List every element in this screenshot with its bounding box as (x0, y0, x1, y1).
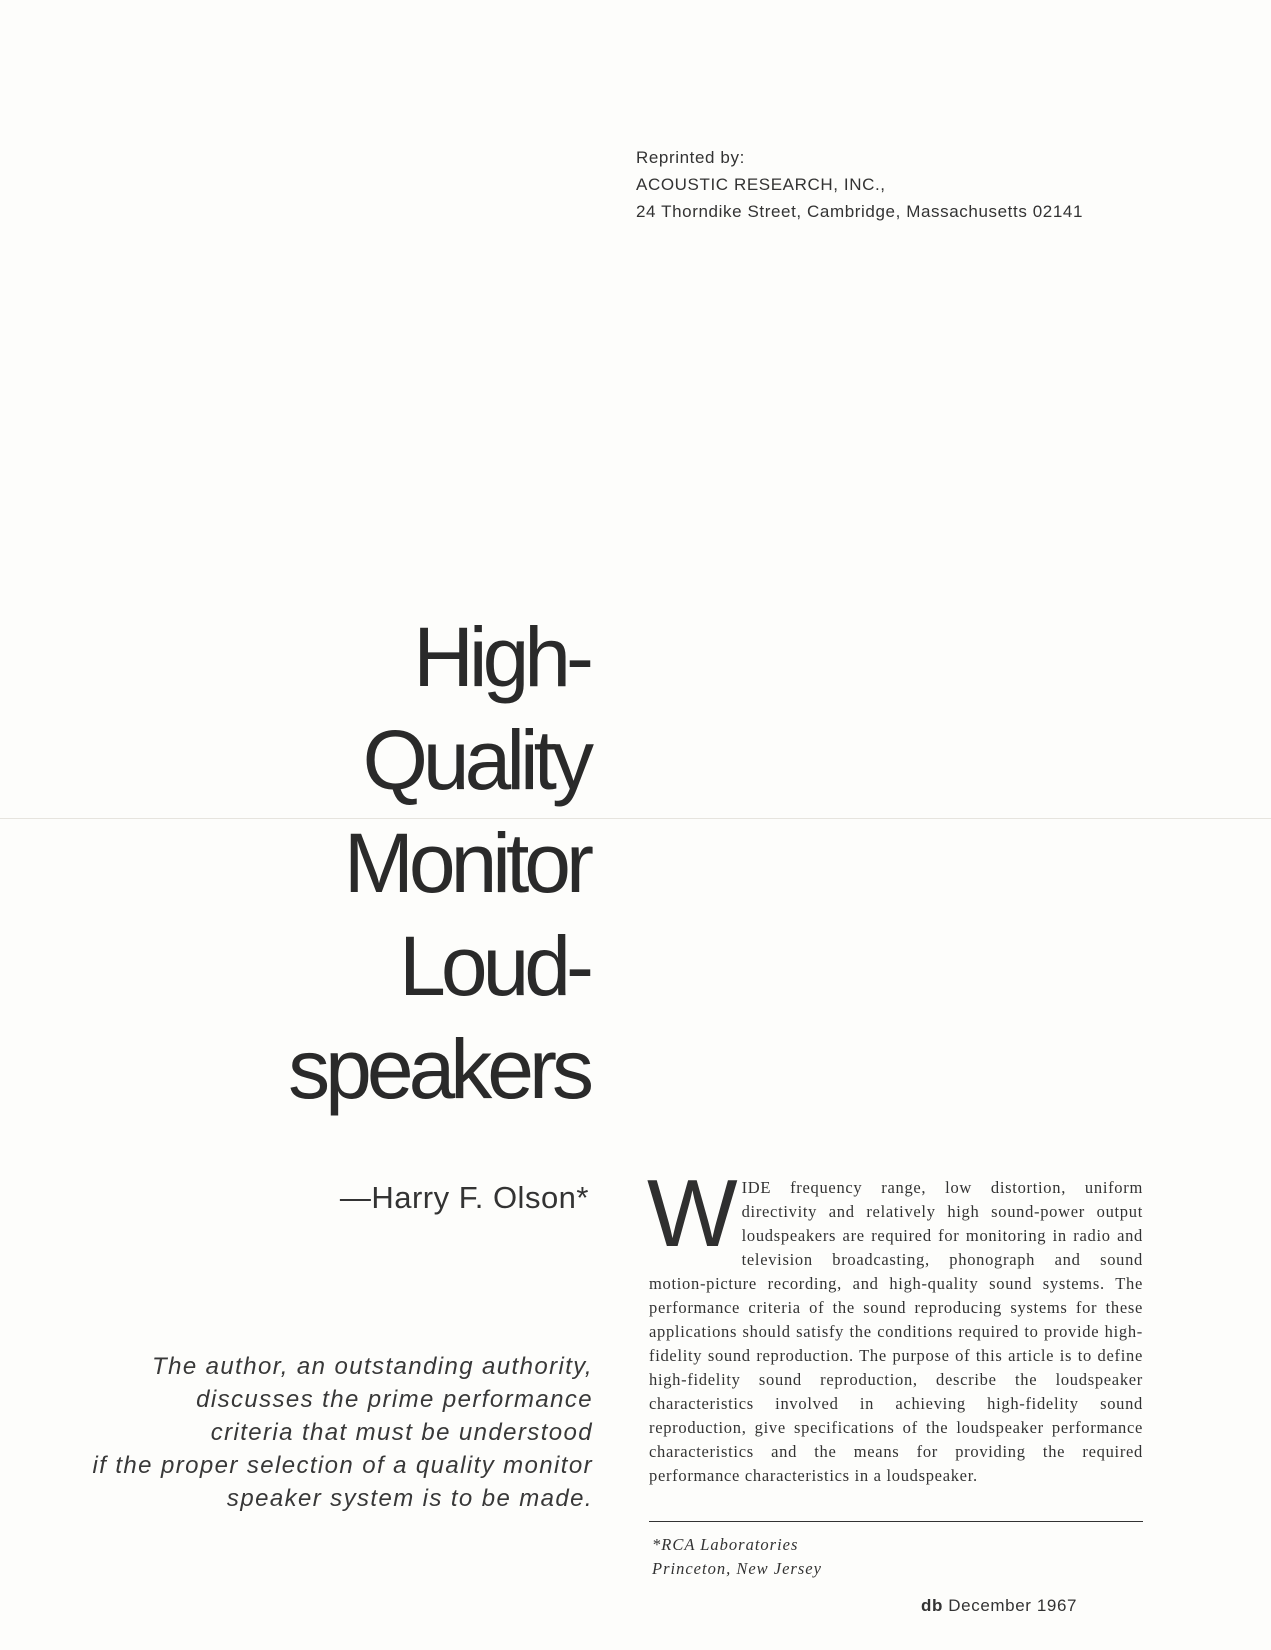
footnote-rule (649, 1521, 1143, 1522)
title-line: Monitor (343, 816, 589, 910)
reprint-notice (636, 144, 1083, 225)
paper-fold-line (0, 818, 1271, 819)
title-line: High- (413, 610, 589, 704)
deck-line: criteria that must be understood (210, 1419, 593, 1446)
deck-line: The author, an outstanding authority, (152, 1353, 593, 1380)
deck-line: speaker system is to be made. (226, 1485, 593, 1512)
deck-line: discusses the prime performance (196, 1386, 593, 1413)
affiliation-organization: *RCA Laboratories (652, 1535, 799, 1554)
issue-date: December 1967 (948, 1596, 1078, 1615)
deck-line: if the proper selection of a quality monitor (92, 1452, 593, 1479)
title-line: Loud- (399, 919, 589, 1013)
title-line: speakers (288, 1022, 589, 1116)
article-deck (92, 1350, 593, 1515)
reprint-label: Reprinted by: (636, 148, 745, 167)
magazine-name: db (921, 1596, 943, 1615)
title-line: Quality (362, 713, 589, 807)
affiliation-location: Princeton, New Jersey (652, 1559, 822, 1578)
article-body-text: IDE frequency range, low distortion, uniform directivity and relatively high sound-power output loudspeakers are required for monitoring in radio and television broadcasting, phonograph and sound motion-picture recording, and high-quality sound systems. The performance criteria of the sound reproducing systems for these applications should satisfy the conditions required to provide high-fidelity sound reproduction. The purpose of this article is to define high-fidelity sound reproduction, describe the loudspeaker characteristics involved in achieving high-fidelity sound reproduction, give specifications of the loudspeaker performance characteristics and the means for providing the required performance characteristics in a loudspeaker. (649, 1178, 1143, 1485)
article-title (288, 606, 589, 1121)
author-affiliation-footnote (652, 1533, 822, 1581)
drop-cap: W (647, 1160, 734, 1267)
reprint-company: ACOUSTIC RESEARCH, INC., (636, 175, 886, 194)
page-footer (921, 1596, 1077, 1616)
article-author: —Harry F. Olson* (339, 1180, 589, 1215)
reprint-address: 24 Thorndike Street, Cambridge, Massachusetts 02141 (636, 202, 1084, 221)
article-body (647, 1160, 1143, 1488)
